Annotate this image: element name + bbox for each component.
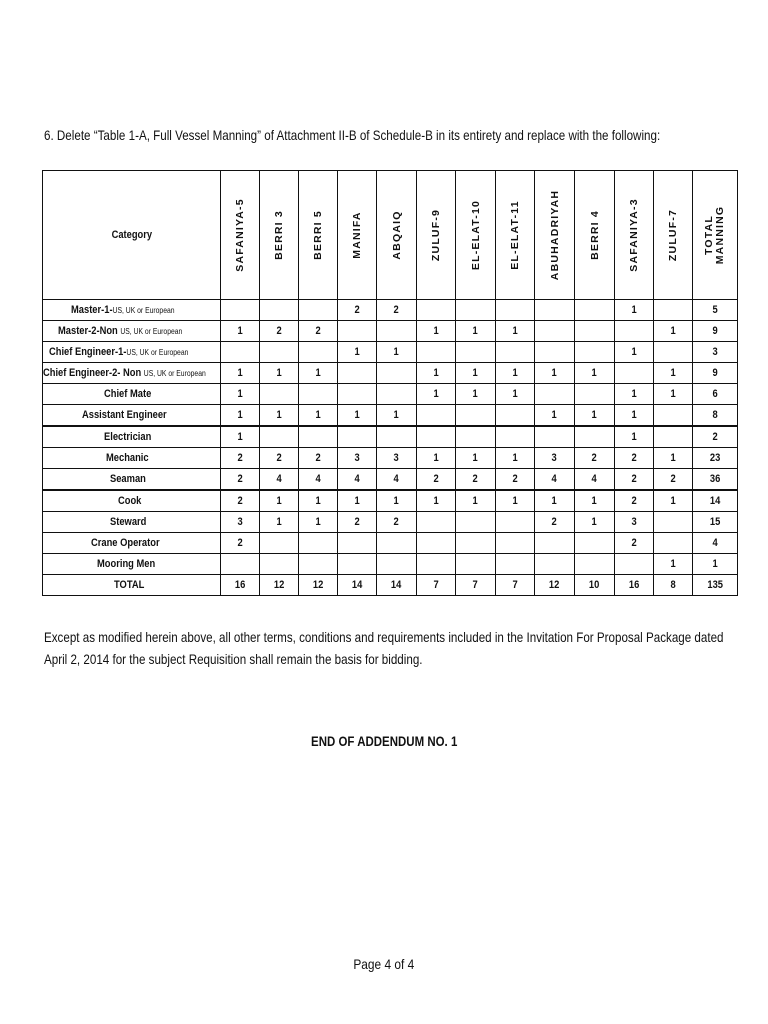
value-cell — [496, 554, 535, 575]
value-cell: 2 — [299, 448, 338, 469]
category-cell: Chief Engineer-1-US, UK or European — [43, 342, 221, 363]
table-total-row — [43, 575, 738, 596]
column-header: BERRI 5 — [299, 171, 338, 300]
value-cell: 1 — [575, 490, 615, 512]
value-cell: 1 — [377, 342, 417, 363]
total-cell: 36 — [693, 469, 738, 491]
value-cell — [575, 300, 615, 321]
value-cell: 1 — [417, 384, 456, 405]
total-cell: 15 — [693, 512, 738, 533]
total-cell: 14 — [693, 490, 738, 512]
value-cell — [338, 321, 377, 342]
value-cell: 3 — [535, 448, 575, 469]
table-row — [43, 554, 738, 575]
value-cell — [575, 554, 615, 575]
value-cell: 1 — [496, 363, 535, 384]
category-cell: Steward — [43, 512, 221, 533]
category-cell: Mechanic — [43, 448, 221, 469]
value-cell — [260, 300, 299, 321]
total-cell: 23 — [693, 448, 738, 469]
value-cell: 12 — [535, 575, 575, 596]
value-cell — [535, 426, 575, 448]
value-cell: 1 — [535, 363, 575, 384]
value-cell — [260, 426, 299, 448]
value-cell — [654, 426, 693, 448]
value-cell: 1 — [260, 512, 299, 533]
category-cell: Mooring Men — [43, 554, 221, 575]
value-cell — [299, 533, 338, 554]
table-row — [43, 300, 738, 321]
value-cell: 2 — [654, 469, 693, 491]
table-row — [43, 384, 738, 405]
value-cell: 1 — [417, 321, 456, 342]
value-cell — [338, 363, 377, 384]
total-cell: 1 — [693, 554, 738, 575]
category-cell: Chief Mate — [43, 384, 221, 405]
table-row — [43, 512, 738, 533]
value-cell: 1 — [615, 426, 654, 448]
value-cell: 2 — [496, 469, 535, 491]
column-header: EL-ELAT-11 — [496, 171, 535, 300]
value-cell: 7 — [496, 575, 535, 596]
value-cell: 1 — [299, 405, 338, 427]
value-cell: 1 — [575, 512, 615, 533]
value-cell: 2 — [615, 448, 654, 469]
value-cell: 2 — [535, 512, 575, 533]
value-cell — [615, 321, 654, 342]
column-header: ZULUF-7 — [654, 171, 693, 300]
value-cell: 1 — [535, 405, 575, 427]
table-row — [43, 533, 738, 554]
category-cell: Master-1-US, UK or European — [43, 300, 221, 321]
total-manning-header: TOTAL MANNING — [693, 171, 738, 300]
value-cell: 2 — [575, 448, 615, 469]
value-cell: 14 — [377, 575, 417, 596]
total-cell: 5 — [693, 300, 738, 321]
value-cell — [535, 321, 575, 342]
value-cell — [260, 384, 299, 405]
value-cell — [417, 405, 456, 427]
category-cell: TOTAL — [43, 575, 221, 596]
value-cell: 14 — [338, 575, 377, 596]
value-cell — [299, 300, 338, 321]
value-cell: 1 — [615, 384, 654, 405]
value-cell: 1 — [221, 363, 260, 384]
value-cell: 1 — [615, 300, 654, 321]
value-cell: 2 — [260, 321, 299, 342]
value-cell: 2 — [456, 469, 496, 491]
vessel-manning-table — [42, 170, 738, 596]
value-cell — [575, 533, 615, 554]
value-cell — [377, 533, 417, 554]
value-cell: 1 — [299, 363, 338, 384]
value-cell — [338, 554, 377, 575]
value-cell — [299, 554, 338, 575]
column-header: ABUHADRIYAH — [535, 171, 575, 300]
value-cell: 2 — [221, 469, 260, 491]
value-cell — [417, 512, 456, 533]
value-cell — [535, 300, 575, 321]
value-cell — [496, 405, 535, 427]
column-header: MANIFA — [338, 171, 377, 300]
value-cell: 1 — [615, 405, 654, 427]
value-cell — [299, 426, 338, 448]
value-cell: 1 — [654, 554, 693, 575]
value-cell: 1 — [456, 321, 496, 342]
value-cell — [417, 533, 456, 554]
value-cell: 1 — [654, 384, 693, 405]
value-cell — [417, 342, 456, 363]
value-cell — [456, 533, 496, 554]
value-cell — [615, 363, 654, 384]
value-cell — [417, 300, 456, 321]
value-cell: 1 — [221, 321, 260, 342]
value-cell — [654, 512, 693, 533]
value-cell — [456, 554, 496, 575]
value-cell — [496, 426, 535, 448]
value-cell — [535, 384, 575, 405]
table-row — [43, 342, 738, 363]
value-cell — [654, 405, 693, 427]
value-cell: 10 — [575, 575, 615, 596]
value-cell: 1 — [456, 448, 496, 469]
total-cell: 4 — [693, 533, 738, 554]
value-cell — [496, 300, 535, 321]
value-cell — [615, 554, 654, 575]
value-cell: 1 — [221, 405, 260, 427]
value-cell: 1 — [456, 490, 496, 512]
value-cell: 1 — [377, 490, 417, 512]
value-cell: 1 — [260, 363, 299, 384]
value-cell — [377, 554, 417, 575]
value-cell — [456, 426, 496, 448]
total-cell: 6 — [693, 384, 738, 405]
intro-paragraph: 6. Delete “Table 1-A, Full Vessel Manning” of Attachment II-B of Schedule-B in its entirety and replace with the following: — [44, 127, 661, 143]
value-cell: 1 — [417, 490, 456, 512]
value-cell: 2 — [417, 469, 456, 491]
value-cell: 3 — [221, 512, 260, 533]
value-cell: 1 — [299, 512, 338, 533]
value-cell: 1 — [456, 363, 496, 384]
column-header: ABQAIQ — [377, 171, 417, 300]
total-cell: 2 — [693, 426, 738, 448]
total-cell: 3 — [693, 342, 738, 363]
value-cell: 1 — [338, 342, 377, 363]
value-cell: 1 — [654, 363, 693, 384]
column-header: BERRI 3 — [260, 171, 299, 300]
value-cell: 2 — [615, 533, 654, 554]
table-header-row — [43, 171, 738, 300]
table-row — [43, 490, 738, 512]
value-cell — [575, 426, 615, 448]
value-cell: 1 — [496, 448, 535, 469]
value-cell — [496, 342, 535, 363]
value-cell: 1 — [299, 490, 338, 512]
value-cell — [377, 384, 417, 405]
value-cell: 2 — [377, 300, 417, 321]
value-cell: 8 — [654, 575, 693, 596]
category-header: Category — [43, 171, 221, 300]
category-cell: Cook — [43, 490, 221, 512]
value-cell: 1 — [654, 490, 693, 512]
value-cell — [377, 321, 417, 342]
value-cell: 7 — [417, 575, 456, 596]
value-cell — [535, 342, 575, 363]
value-cell: 1 — [535, 490, 575, 512]
value-cell — [496, 512, 535, 533]
value-cell: 12 — [260, 575, 299, 596]
table-row — [43, 448, 738, 469]
value-cell: 4 — [575, 469, 615, 491]
value-cell: 2 — [615, 469, 654, 491]
value-cell — [535, 554, 575, 575]
value-cell: 1 — [260, 490, 299, 512]
value-cell: 12 — [299, 575, 338, 596]
value-cell: 1 — [260, 405, 299, 427]
value-cell — [456, 342, 496, 363]
value-cell: 7 — [456, 575, 496, 596]
value-cell: 2 — [338, 300, 377, 321]
value-cell — [338, 533, 377, 554]
value-cell: 1 — [417, 363, 456, 384]
value-cell: 4 — [338, 469, 377, 491]
value-cell — [456, 405, 496, 427]
column-header: SAFANIYA-3 — [615, 171, 654, 300]
table-row — [43, 321, 738, 342]
category-cell: Seaman — [43, 469, 221, 491]
value-cell — [221, 300, 260, 321]
value-cell — [338, 426, 377, 448]
value-cell — [260, 342, 299, 363]
value-cell: 1 — [575, 405, 615, 427]
value-cell — [260, 533, 299, 554]
value-cell: 2 — [377, 512, 417, 533]
category-cell: Assistant Engineer — [43, 405, 221, 427]
value-cell — [575, 321, 615, 342]
value-cell: 1 — [338, 490, 377, 512]
value-cell — [221, 342, 260, 363]
table-row — [43, 426, 738, 448]
table-row — [43, 363, 738, 384]
value-cell: 16 — [615, 575, 654, 596]
value-cell: 4 — [299, 469, 338, 491]
value-cell: 3 — [338, 448, 377, 469]
category-cell: Master-2-Non US, UK or European — [43, 321, 221, 342]
table-row — [43, 405, 738, 427]
total-cell: 8 — [693, 405, 738, 427]
value-cell: 16 — [221, 575, 260, 596]
value-cell: 1 — [615, 342, 654, 363]
value-cell: 1 — [456, 384, 496, 405]
value-cell — [654, 533, 693, 554]
value-cell: 2 — [338, 512, 377, 533]
value-cell: 4 — [535, 469, 575, 491]
column-header: EL-ELAT-10 — [456, 171, 496, 300]
value-cell: 2 — [299, 321, 338, 342]
value-cell — [654, 342, 693, 363]
column-header: BERRI 4 — [575, 171, 615, 300]
value-cell: 1 — [417, 448, 456, 469]
value-cell — [377, 426, 417, 448]
total-cell: 9 — [693, 363, 738, 384]
page-number: Page 4 of 4 — [353, 956, 415, 972]
value-cell — [496, 533, 535, 554]
value-cell: 1 — [496, 384, 535, 405]
value-cell: 2 — [221, 490, 260, 512]
value-cell — [299, 342, 338, 363]
column-header: SAFANIYA-5 — [221, 171, 260, 300]
value-cell: 2 — [221, 533, 260, 554]
value-cell: 1 — [338, 405, 377, 427]
total-cell: 9 — [693, 321, 738, 342]
category-cell: Crane Operator — [43, 533, 221, 554]
value-cell — [417, 426, 456, 448]
closing-paragraph: Except as modified herein above, all other terms, conditions and requirements included in the Invitation For Proposal Package dated April 2, 2014 for the subject Requisition shall remain the basis for bidding. — [44, 629, 724, 667]
value-cell — [377, 363, 417, 384]
value-cell: 2 — [221, 448, 260, 469]
table-body — [43, 300, 738, 596]
value-cell — [456, 300, 496, 321]
category-cell: Electrician — [43, 426, 221, 448]
end-of-addendum-title: END OF ADDENDUM NO. 1 — [310, 733, 458, 749]
value-cell — [575, 342, 615, 363]
value-cell: 1 — [654, 448, 693, 469]
value-cell — [456, 512, 496, 533]
value-cell: 2 — [615, 490, 654, 512]
value-cell — [535, 533, 575, 554]
value-cell: 3 — [377, 448, 417, 469]
column-header: ZULUF-9 — [417, 171, 456, 300]
value-cell: 4 — [377, 469, 417, 491]
value-cell — [299, 384, 338, 405]
value-cell: 2 — [260, 448, 299, 469]
value-cell — [338, 384, 377, 405]
value-cell — [417, 554, 456, 575]
value-cell — [221, 554, 260, 575]
total-cell: 135 — [693, 575, 738, 596]
value-cell — [260, 554, 299, 575]
value-cell: 1 — [496, 321, 535, 342]
value-cell: 3 — [615, 512, 654, 533]
category-cell: Chief Engineer-2- Non US, UK or European — [43, 363, 221, 384]
value-cell: 1 — [377, 405, 417, 427]
value-cell — [654, 300, 693, 321]
value-cell: 4 — [260, 469, 299, 491]
value-cell: 1 — [654, 321, 693, 342]
value-cell — [575, 384, 615, 405]
value-cell: 1 — [221, 426, 260, 448]
value-cell: 1 — [575, 363, 615, 384]
value-cell: 1 — [221, 384, 260, 405]
table-row — [43, 469, 738, 491]
value-cell: 1 — [496, 490, 535, 512]
